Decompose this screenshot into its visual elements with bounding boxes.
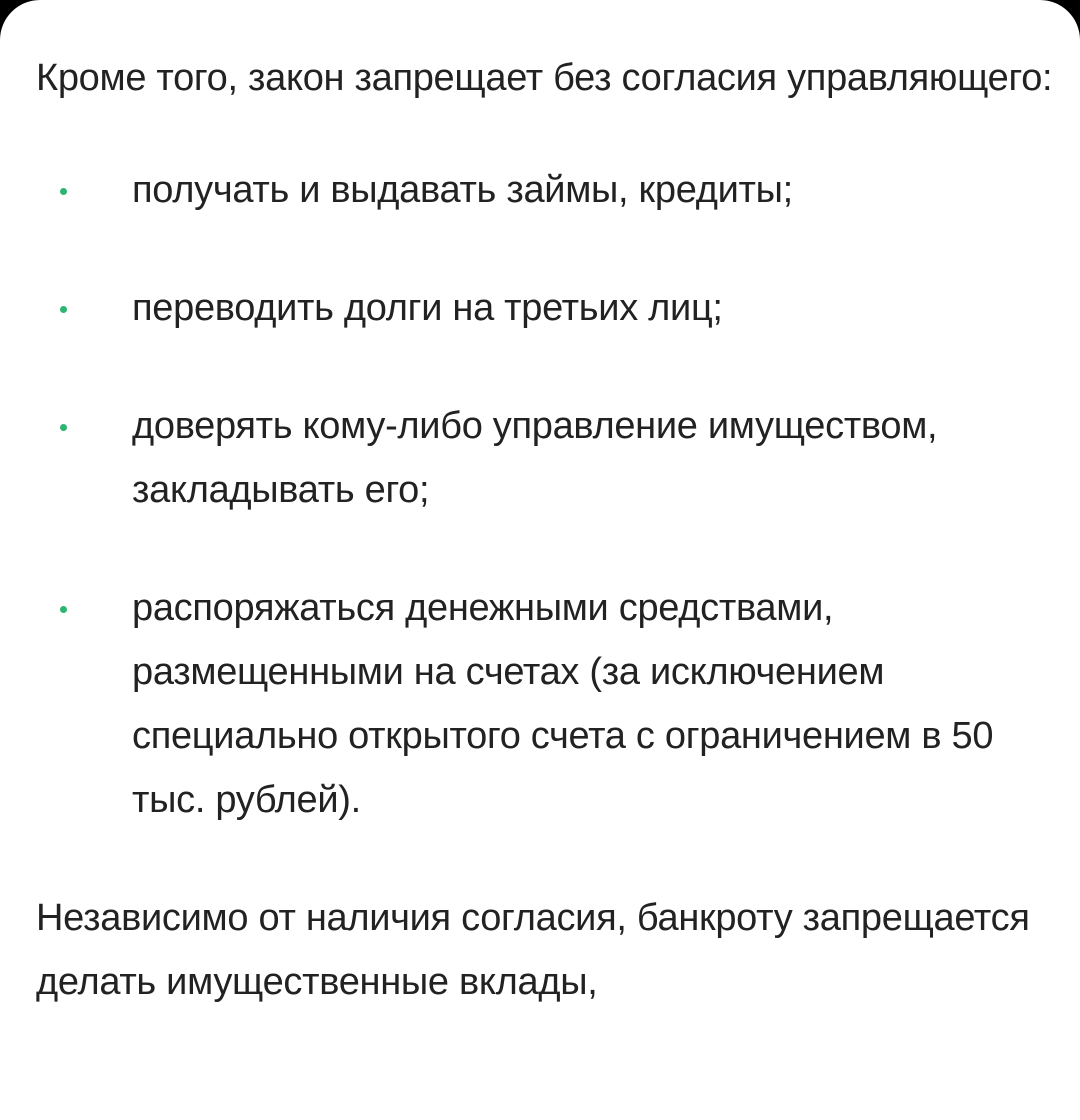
bullet-dot-icon bbox=[60, 306, 67, 313]
list-item-text: переводить долги на третьих лиц; bbox=[132, 287, 723, 329]
list-item bbox=[36, 276, 1066, 340]
article-content bbox=[36, 46, 1066, 1014]
intro-paragraph: Кроме того, закон запрещает без согласия управляющего: bbox=[36, 57, 1053, 99]
bullet-dot-icon bbox=[60, 606, 67, 613]
outro-paragraph: Независимо от наличия согласия, банкроту запрещается делать имущественные вклады, bbox=[36, 897, 1030, 1003]
list-item-text: получать и выдавать займы, кредиты; bbox=[132, 169, 793, 211]
list-item-text: распоряжаться денежными средствами, размещенными на счетах (за исключением специально открытого счета с ограничением в 50 тыс. рублей). bbox=[132, 587, 994, 821]
list-item bbox=[36, 576, 1066, 832]
bullet-dot-icon bbox=[60, 188, 67, 195]
bullet-list bbox=[36, 158, 1066, 832]
list-item bbox=[36, 158, 1066, 222]
list-item-text: доверять кому-либо управление имуществом, закладывать его; bbox=[132, 405, 938, 511]
list-item bbox=[36, 394, 1066, 522]
bullet-dot-icon bbox=[60, 424, 67, 431]
